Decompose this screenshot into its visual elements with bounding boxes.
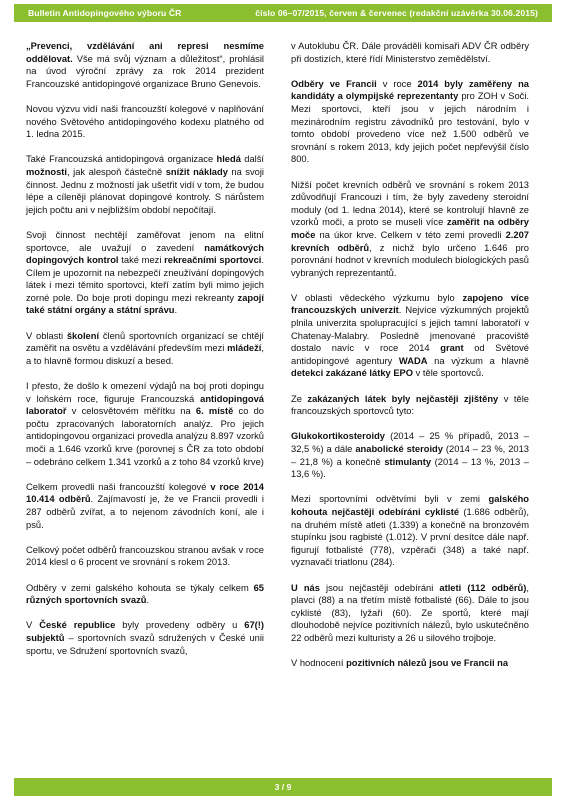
bold-text: hledá <box>216 154 241 165</box>
bold-text: možnosti <box>26 166 68 177</box>
text-run: další <box>240 154 264 165</box>
text-run: jsou nejčastěji odebíráni <box>319 582 440 593</box>
article-paragraph <box>26 103 264 141</box>
bold-text: České republice <box>39 620 116 631</box>
text-run: na výzkum a hlavně <box>427 355 529 366</box>
bulletin-title: Bulletin Antidopingového výboru ČR <box>28 8 182 18</box>
text-run: V oblasti <box>26 330 67 341</box>
bold-text: atleti (112 odběrů) <box>439 582 527 593</box>
text-run: . Zajímavostí je, že ve Francii provedli i 287 odběrů zvířat, a to nejenom závodních koní, ale i psů. <box>26 494 264 530</box>
article-paragraph <box>291 40 529 65</box>
article-paragraph <box>26 380 264 468</box>
text-run: členů sportovních organizací se chtějí zaměřit na osvětu a vzdělávání především mezi <box>26 330 264 354</box>
text-run: pro ZOH v Soči. Mezi sportovci, kteří jsou v jejich národním i mezinárodním registru závodníků pro testování, bylo v tomto období provedeno více než 1.500 odběrů ve srovnání s rokem 2013, kdy jejich počet nepřevýšil číslo 800. <box>291 91 529 165</box>
bulletin-header <box>14 4 552 22</box>
text-run: V hodnocení <box>291 658 347 669</box>
bold-text: rekreačními sportovci <box>164 255 262 266</box>
text-run: od Světové antidopingové agentury <box>291 343 529 366</box>
text-run: Vše má svůj význam a důležitost“, prohlásil na úvod výroční zprávy za rok 2014 prezident Francouzské antidopingové organizace Bruno Genevois. <box>26 53 264 89</box>
text-run: Celkem provedli naši francouzští kolegové <box>26 481 211 492</box>
bold-text: Odběry ve Francii <box>291 78 377 89</box>
text-run: Odběry v zemi galského kohouta se týkaly celkem <box>26 582 254 593</box>
text-run: co do počtu zpracovaných laboratorních analýz. Pro jejich antidopingovou organizaci provedla analýzu 8.897 vzorků moči a 1.646 vzorků krve (porovnej s ČR za toto období – odebráno celkem 1.341 vzorků a z toho 84 vzorků krve) <box>26 406 264 467</box>
bold-text: galského kohouta nejčastěji odebíráni cyklisté <box>291 494 529 517</box>
page-number: 3 / 9 <box>274 782 292 792</box>
bold-text: pozitivních nálezů jsou ve Francii na <box>346 658 509 669</box>
text-run: (2014 – 25 % případů, 2013 – 32,5 %) a dále <box>291 431 529 454</box>
bold-text: 67(!) subjektů <box>26 620 265 643</box>
bold-text: anabolické steroidy <box>355 444 443 454</box>
text-run: . Nejvíce výzkumných projektů plnila univerzita spolupracující s jejich tamní laboratoří v Chatenay-Malabry. Posledně jmenované pracoviště dostalo navíc v roce 2014 <box>291 305 530 354</box>
text-run: v roce <box>376 78 418 89</box>
bold-text: mládeží <box>227 343 262 354</box>
article-paragraph <box>26 40 264 90</box>
text-run: , plavci (88) a na třetím místě fotbalisté (66). Dále to jsou cyklisté (83), lyžaři (60). Ze sportů, které mají dlouhodobě nejvíce pozitivních nálezů, bylo uskutečněno 22 odběrů mezi kulturisty a 26 u silového trojboje. <box>291 582 529 643</box>
bold-text: stimulanty <box>384 456 432 467</box>
text-run: , jak alespoň částečně <box>67 166 166 177</box>
bold-text: snížit náklady <box>165 166 228 177</box>
bold-text: grant <box>440 343 464 354</box>
article-paragraph <box>26 481 264 531</box>
article-paragraph <box>291 292 529 380</box>
left-column <box>26 40 264 657</box>
bold-text: U nás <box>291 582 320 593</box>
bold-text: 6. místě <box>195 406 234 417</box>
text-run: . Cílem je upozornit na nebezpečí zneužívání dopingových látek i mezi těmito sportovci, kteří zatím byli mimo jejich zorné pole. Do boje proti dopingu mezi rekreanty <box>26 255 264 303</box>
bold-text: zapojeno více francouzských univerzit <box>291 292 530 316</box>
text-run: , z nichž bylo určeno 1.646 pro porovnání hodnot v krevních modulech biologických pasů vybraných reprezentantů. <box>291 242 529 278</box>
article-paragraph <box>291 179 529 280</box>
bold-text: 2014 byly zaměřeny na kandidáty a olympijské reprezentanty <box>291 78 529 102</box>
text-run: I přesto, že došlo k omezení výdajů na boj proti dopingu v loňském roce, figuruje Francouzská <box>26 381 264 404</box>
bold-text: zaměřit na odběry moče <box>291 217 530 240</box>
article-paragraph <box>26 619 264 657</box>
text-run: . <box>174 305 178 316</box>
text-run: v těle francouzských sportovců tyto: <box>291 393 529 417</box>
article-paragraph <box>26 544 264 569</box>
text-run: Nižší počet krevních odběrů ve srovnání s rokem 2013 zdůvodňují Francouzi i tím, že byly zavedeny steroidní moduly (od 1. ledna 2014), které se kontrolují hlavně ze vzorků moči, a proto se museli více <box>291 179 529 228</box>
article-paragraph <box>291 657 529 670</box>
article-paragraph <box>291 582 529 645</box>
text-run: na úkor krve. Celkem v této zemi provedli <box>315 229 506 240</box>
text-run: na svoji činnost. Jednu z možností jak ušetřit vidí v tom, že budou lépe a cíleněji plánovat dopingové kontroly. S nárůstem jejich počtu ani v nejbližším období nepočítají. <box>26 166 264 215</box>
text-run: (2014 – 13 %, 2013 – 13,6 %). <box>291 456 529 480</box>
text-run: také mezi <box>118 255 165 266</box>
right-column <box>291 40 529 670</box>
text-run: . <box>146 595 150 606</box>
bold-text: zakázaných látek byly nejčastěji zjištěny <box>307 393 499 404</box>
text-run: , a to hlavně formou diskuzí a besed. <box>26 343 264 366</box>
bold-text: Glukokortikosteroidy <box>291 431 385 442</box>
text-run: v těle sportovců. <box>413 368 484 379</box>
text-run: Ze <box>291 393 308 404</box>
text-run: (1.686 odběrů), na druhém místě atleti (1.339) a konečně na bronzovém stupínku jsou ragbisté (1.012). V první desítce dále např. figurují fotbalisté (778), vzpěrači (348) a také např. vyznavači triatlonu (284). <box>291 506 529 568</box>
article-paragraph <box>26 582 264 607</box>
bold-text: 65 různých sportovních svazů <box>26 582 264 606</box>
text-run: Také Francouzská antidopingová organizace <box>26 154 217 165</box>
text-run: v Autoklubu ČR. Dále prováděli komisaři ADV ČR odběry při dostizích, které řídí Ministerstvo zemědělství. <box>291 41 529 64</box>
text-run: Novou výzvu vidí naši francouzští kolegové v naplňování nového Světového antidopingového kodexu platného od 1. ledna 2015. <box>26 103 264 140</box>
article-paragraph <box>26 330 264 368</box>
article-paragraph <box>291 493 529 569</box>
text-run: Celkový počet odběrů francouzskou stranou avšak v roce 2014 klesl o 6 procent ve srovnání s rokem 2013. <box>26 544 264 568</box>
page-footer <box>14 778 552 796</box>
bold-text: antidopingová laboratoř <box>26 393 264 417</box>
bold-text: namátkových dopingových kontrol <box>26 242 264 266</box>
article-paragraph <box>291 393 529 418</box>
article-paragraph <box>26 229 264 317</box>
bold-text: zapojí také státní orgány a státní správu <box>26 292 264 316</box>
article-paragraph <box>291 430 529 480</box>
text-run: – sportovních svazů sdružených v České unii sportu, ve Sdružení sportovních svazů, <box>26 632 264 656</box>
text-run: Svoji činnost nechtějí zaměřovat jenom na elitní sportovce, ale uvažují o zavedení <box>26 229 264 253</box>
text-run: (2014 – 23 %, 2013 – 21,8 %) a konečně <box>291 444 529 467</box>
article-paragraph <box>291 78 529 166</box>
bold-text: detekci zakázané látky EPO <box>291 368 414 379</box>
text-run: v celosvětovém měřítku na <box>66 406 196 417</box>
bold-text: WADA <box>398 355 428 366</box>
bold-text: školení <box>66 330 100 341</box>
bold-text: v roce 2014 10.414 odběrů <box>26 481 264 505</box>
bold-text: „Prevenci, vzdělávání ani represi nesmíme oddělovat. <box>26 41 264 64</box>
text-run: Mezi sportovními odvětvími byli v zemi <box>291 494 489 505</box>
text-run: byly provedeny odběry u <box>115 620 245 631</box>
bold-text: 2.207 krevních odběrů <box>291 229 529 253</box>
article-paragraph <box>26 153 264 216</box>
text-run: V oblasti vědeckého výzkumu bylo <box>291 292 463 303</box>
issue-info: číslo 06–07/2015, červen & červenec (redakční uzávěrka 30.06.2015) <box>255 8 538 18</box>
text-run: V <box>26 620 40 631</box>
